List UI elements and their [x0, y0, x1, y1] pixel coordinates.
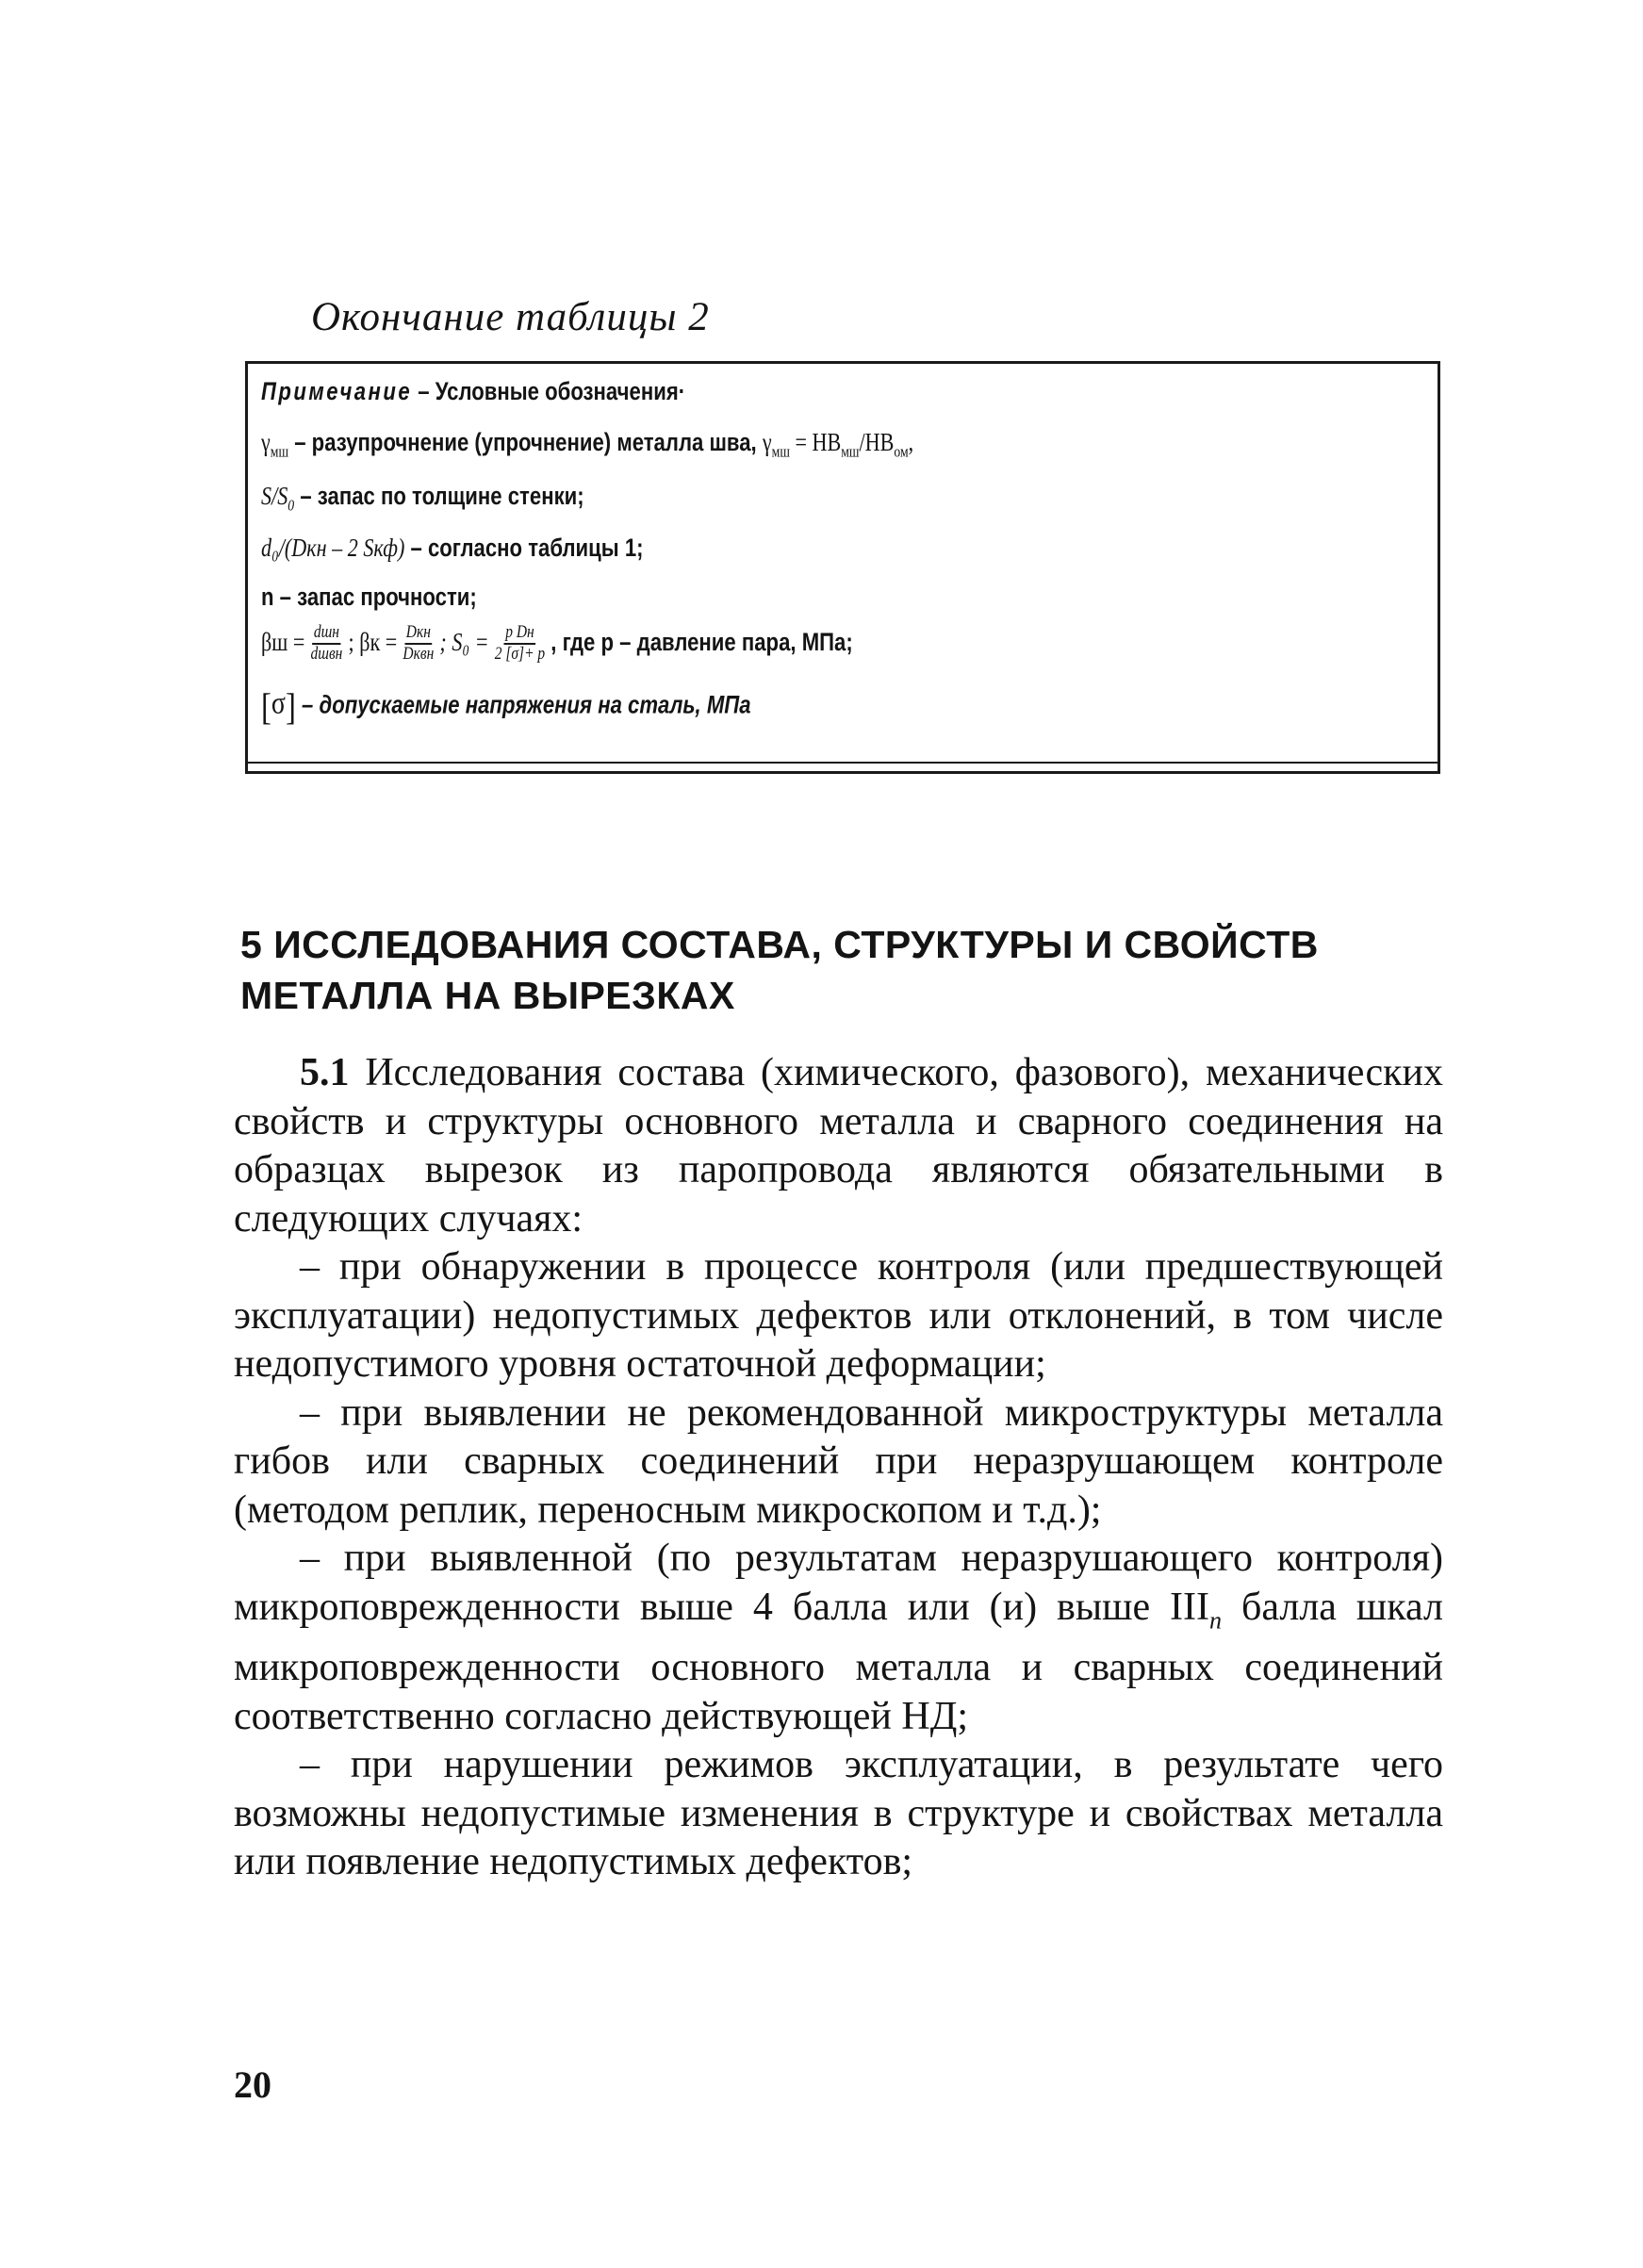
clause-number: 5.1 — [300, 1051, 350, 1094]
sigma-description: – допускаемые напряжения на сталь, МПа — [302, 690, 751, 719]
beta-sh-fraction: $\frac{\text{dшн}}{\text{dшвн}}$ — [310, 622, 343, 664]
note-d0 — [261, 534, 644, 563]
list-item-microdamage: – при выявленной (по результатам неразрушающего контроля) микроповрежденности выше 4 балла или (и) выше $III_п$ балла шкал микроповрежденности основного металла и сварных соединений соответственно согласно действующей НД; — [234, 1537, 1443, 1738]
list-item-defects: – при обнаружении в процессе контроля (или предшествующей эксплуатации) недопустимых дефектов или отклонений, в том числе недопустимого уровня остаточной деформации; — [234, 1245, 1443, 1386]
paragraph-5-1-text: Исследования состава (химического, фазового), механических свойств и структуры основного металла и сварного соединения на образцах вырезок из паропровода являются обязательными в следующих случаях: — [234, 1051, 1443, 1241]
page-number: 20 — [234, 2063, 271, 2106]
d0-expression: d₀/(Dкн – 2 Sкф) — [261, 534, 405, 562]
note-n: n – запас прочности; — [261, 583, 477, 611]
s0-lhs: ; S₀ = — [439, 628, 489, 657]
note-title: Примечание — [261, 377, 413, 405]
gamma-formula: $\gamma_{мш} = НВ_{мш}/НВ_{ом}$, — [762, 428, 914, 461]
s0-fraction: $\frac{\text{p Dн}}{2 [\sigma]+ p}$ — [494, 622, 546, 664]
sigma-symbol: σ — [271, 685, 286, 721]
ss0-symbol: $S/S_0$ — [261, 482, 295, 515]
beta-tail: , где p – давление пара, МПа; — [550, 628, 853, 657]
note-beta-formulas — [261, 624, 853, 664]
list-item-microstructure: – при выявлении не рекомендованной микроструктуры металла гибов или сварных соединений при неразрушающем контроле (методом реплик, переносным микроскопом и т.д.); — [234, 1390, 1443, 1532]
paragraph-5-1 — [234, 1049, 1443, 1243]
section-heading-line-1: 5 ИССЛЕДОВАНИЯ СОСТАВА, СТРУКТУРЫ И СВОЙСТВ — [240, 923, 1319, 966]
d0-description: – согласно таблицы 1; — [410, 534, 644, 562]
table-notes-box — [245, 361, 1440, 774]
note-intro: – Условные обозначения· — [418, 377, 686, 405]
gamma-description: – разупрочнение (упрочнение) металла шва, — [294, 428, 757, 456]
beta-sh-lhs: βш = — [261, 628, 305, 657]
note-gamma — [261, 428, 913, 461]
section-heading — [240, 919, 1456, 1021]
table-caption: Окончание таблицы 2 — [311, 295, 710, 339]
note-heading — [261, 377, 685, 406]
section-heading-line-2: МЕТАЛЛА НА ВЫРЕЗКАХ — [240, 974, 735, 1017]
beta-k-fraction: $\frac{\text{Dкн}}{\text{Dквн}}$ — [403, 622, 435, 664]
list-item-operation-violations: – при нарушении режимов эксплуатации, в результате чего возможны недопустимые изменения в структуре и свойствах металла или появление недопустимых дефектов; — [234, 1743, 1443, 1884]
note-ss0 — [261, 482, 584, 515]
ss0-description: – запас по толщине стенки; — [300, 482, 584, 510]
section-body — [234, 1049, 1443, 1887]
gamma-symbol: $\gamma_{мш}$ — [261, 428, 289, 461]
notes-bottom-rule — [248, 762, 1438, 764]
beta-k-lhs: ; βк = — [348, 628, 398, 657]
note-sigma: [σ] – допускаемые напряжения на сталь, МПа — [261, 685, 751, 728]
